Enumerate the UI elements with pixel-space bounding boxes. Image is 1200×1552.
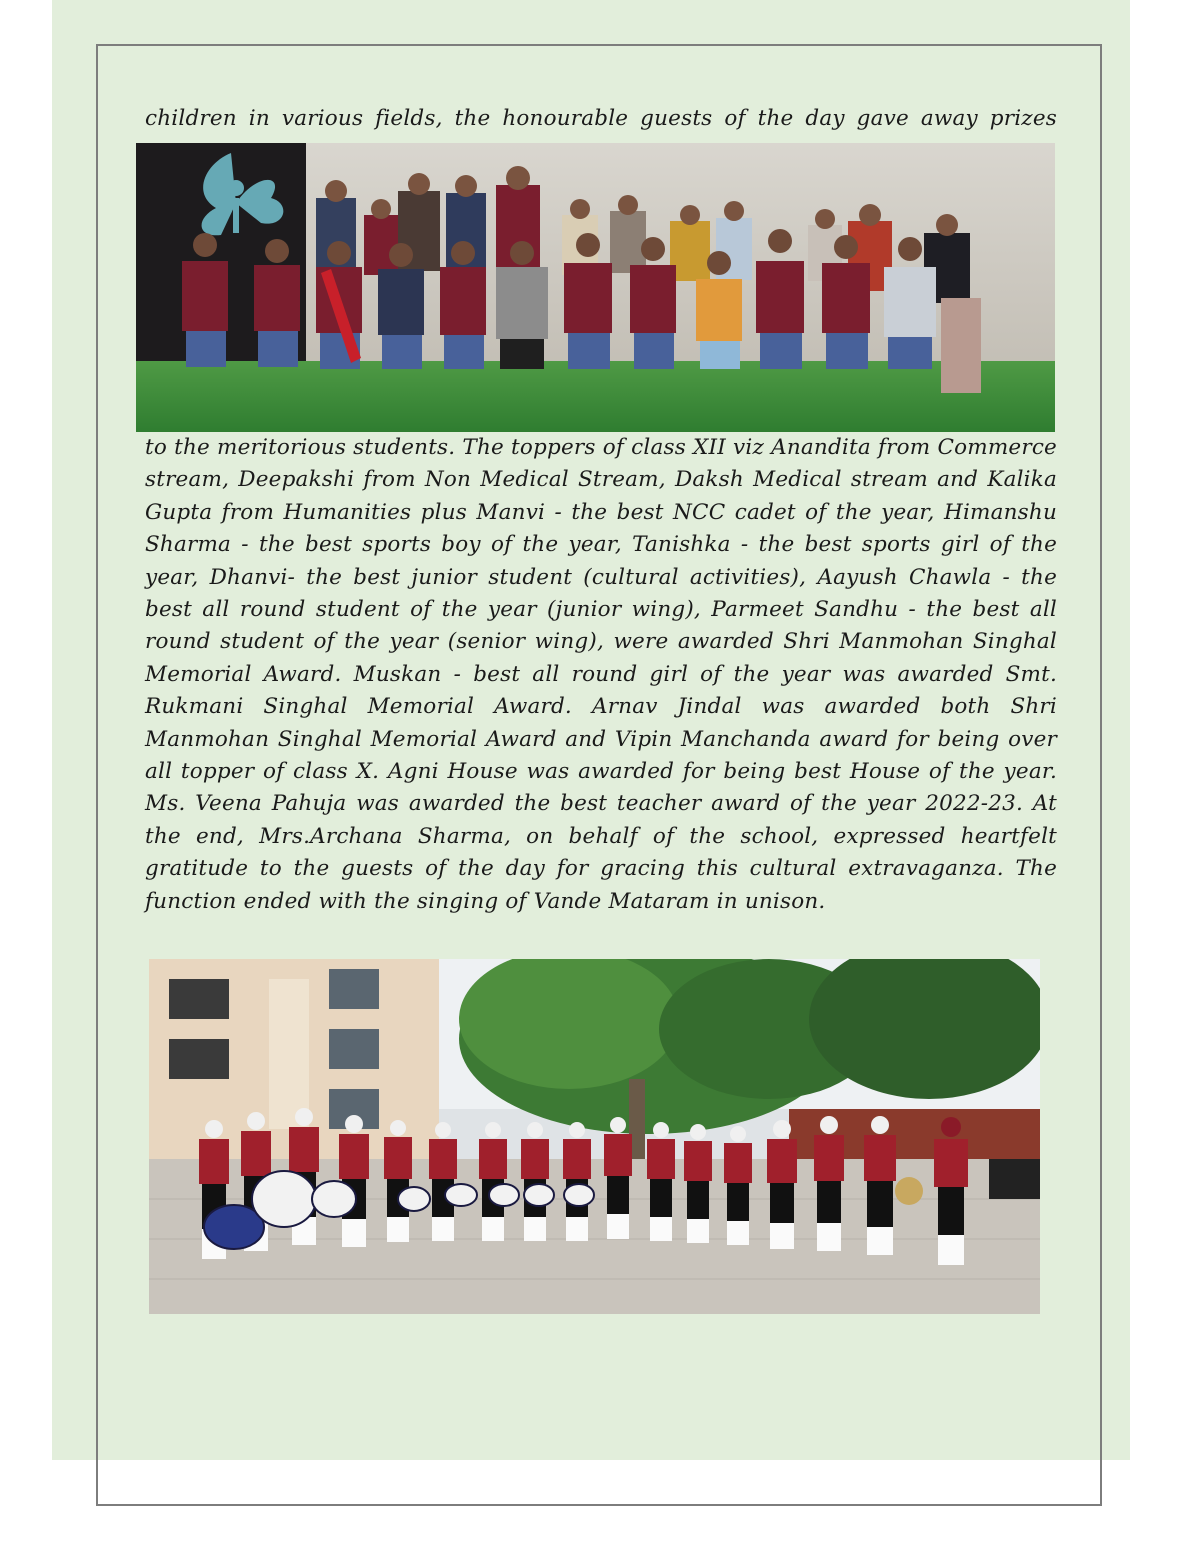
award-group-photo bbox=[136, 143, 1055, 432]
school-band-photo bbox=[149, 959, 1040, 1314]
main-paragraph: to the meritorious students. The toppers of class XII viz Anandita from Commerce stream, Deepakshi from Non Medical Stream, Daksh Medical stream and Kalika Gupta from Humanities plus Manvi - the best NCC cadet of the year, Himanshu Sharma - the best sports boy of the year, Tanishka - the best sports girl of the year, Dhanvi- the best junior student (cultural activities), Aayush Chawla - the best all round student of the year (junior wing), Parmeet Sandhu - the best all round student of the year (senior wing), were awarded Shri Manmohan Singhal Memorial Award. Muskan - best all round girl of the year was awarded Smt. Rukmani Singhal Memorial Award. Arnav Jindal was awarded both Shri Manmohan Singhal Memorial Award and Vipin Manchanda award for being over all topper of class X. Agni House was awarded for being best House of the year. Ms. Veena Pahuja was awarded the best teacher award of the year 2022-23. At the end, Mrs.Archana Sharma, on behalf of the school, expressed heartfelt gratitude to the guests of the day for gracing this cultural extravaganza. The function ended with the singing of Vande Mataram in unison. bbox=[145, 435, 1057, 914]
text-line-top: children in various fields, the honourable guests of the day gave away prizes bbox=[145, 106, 1057, 131]
